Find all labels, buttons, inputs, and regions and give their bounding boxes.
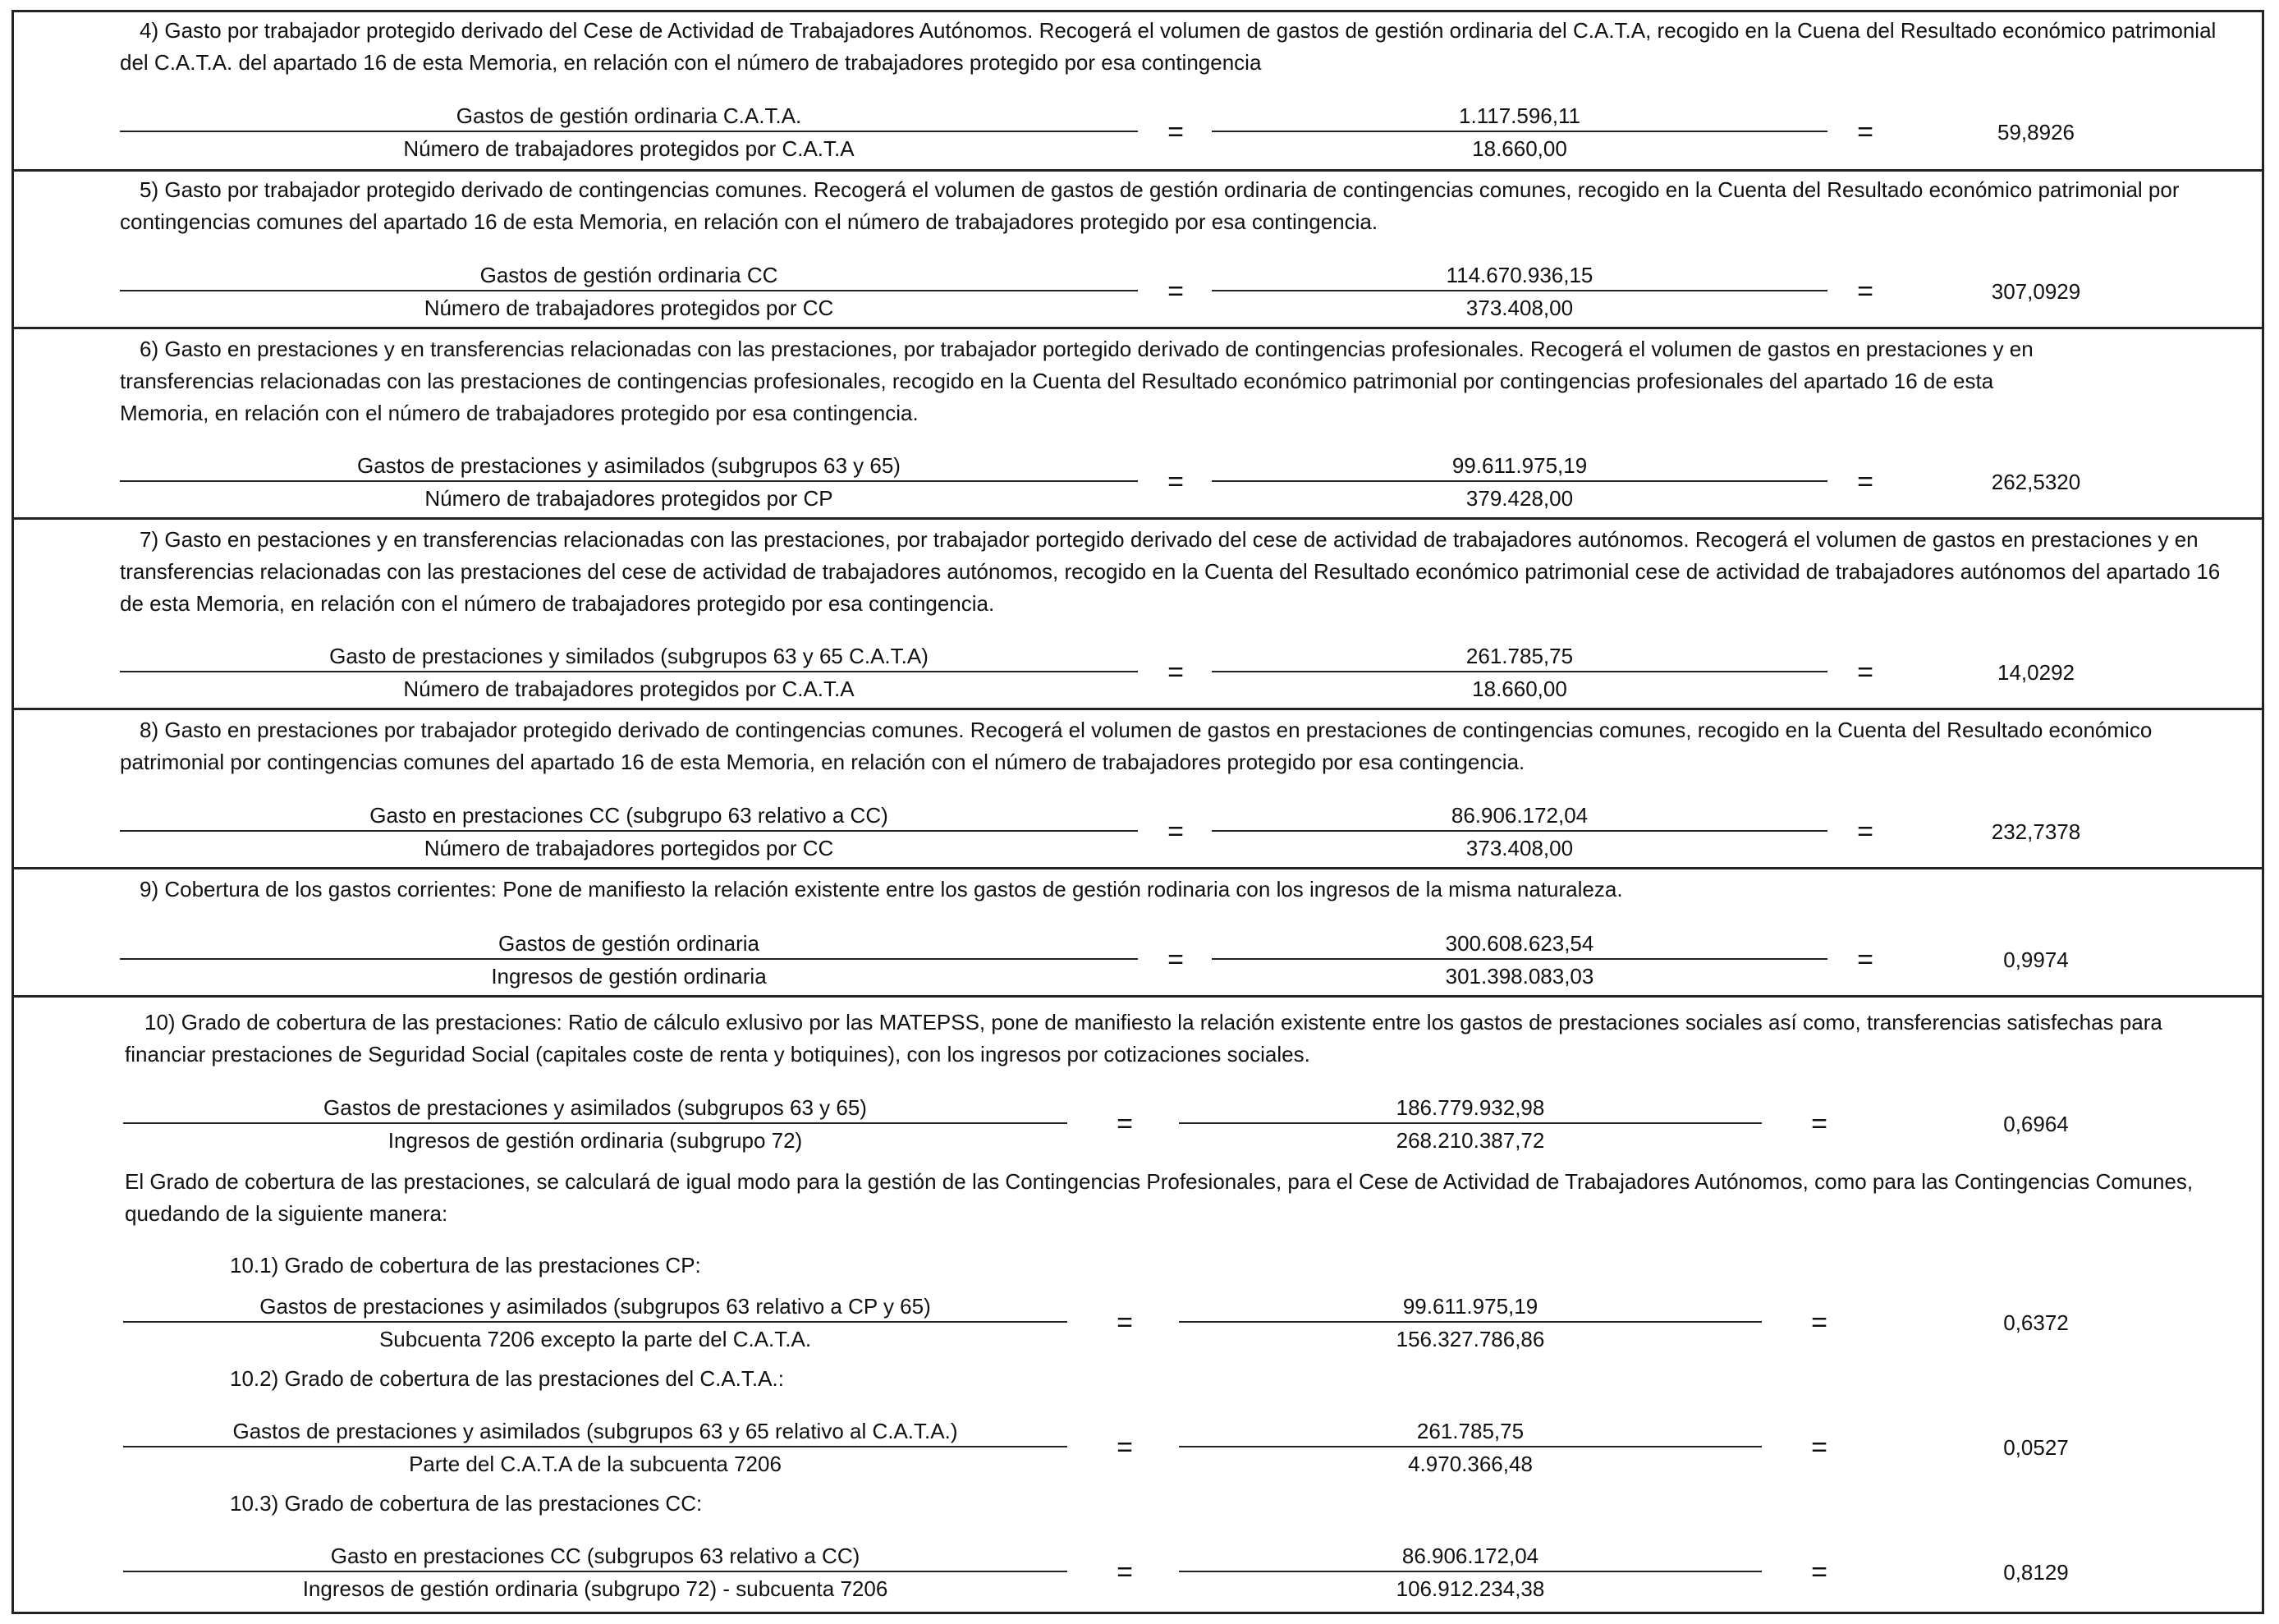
- section-divider: [11, 708, 2264, 710]
- fraction-bar: [123, 1321, 1067, 1323]
- fraction-bar: [123, 1122, 1067, 1124]
- fraction-bar: [123, 1446, 1067, 1447]
- result-value: 14,0292: [1997, 660, 2075, 685]
- denominator-value: 268.210.387,72: [1396, 1128, 1545, 1153]
- fraction-bar: [120, 480, 1138, 482]
- equals-sign: =: [1857, 944, 1873, 975]
- section-intro-text: 10) Grado de cobertura de las prestaciones: Ratio de cálculo exlusivo por las MATEPSS, pone de manifiesto la relación existente entre los gastos de prestaciones sociales así como, transferencias satisfechas para financiar prestaciones de Seguridad Social (capitales coste de renta y botiquines), con los ingresos por cotizaciones sociales.: [125, 1010, 2162, 1067]
- fraction-bar: [1212, 290, 1827, 291]
- section-divider: [11, 867, 2264, 869]
- section-intro: [120, 524, 2238, 620]
- fraction-bar: [1212, 671, 1827, 672]
- equals-sign: =: [1857, 276, 1873, 307]
- denominator-label: Número de trabajadores portegidos por CC: [424, 836, 834, 860]
- denominator-value: 106.912.234,38: [1396, 1576, 1545, 1601]
- result-value: 59,8926: [1997, 120, 2075, 145]
- fraction-bar: [123, 1571, 1067, 1572]
- section-intro-text: 4) Gasto por trabajador protegido derivado del Cese de Actividad de Trabajadores Autónomos. Recogerá el volumen de gastos de gestión ordinaria del C.A.T.A, recogido en la Cuena del Resultado económico patrimonial del C.A.T.A. del apartado 16 de esta Memoria, en relación con el número de trabajadores protegido por esa contingencia: [120, 18, 2217, 75]
- section-divider: [11, 327, 2264, 329]
- fraction-bar: [1179, 1571, 1762, 1572]
- section-intro-text: 5) Gasto por trabajador protegido derivado de contingencias comunes. Recogerá el volumen de gastos de gestión ordinaria de contingencias comunes, recogido en la Cuenta del Resultado económico patrimonial por contingencias comunes del apartado 16 de esta Memoria, en relación con el número de trabajadores protegido por esa contingencia.: [120, 177, 2180, 234]
- equals-sign: =: [1117, 1108, 1133, 1140]
- denominator-label: Número de trabajadores protegidos por C.A.T.A: [403, 677, 855, 701]
- equals-sign: =: [1811, 1108, 1827, 1140]
- denominator-label: Parte del C.A.T.A de la subcuenta 7206: [409, 1452, 782, 1476]
- denominator-value: 301.398.083,03: [1445, 964, 1594, 989]
- denominator-label: Número de trabajadores protegidos por C.A.T.A: [403, 136, 855, 161]
- numerator-value: 99.611.975,19: [1402, 1294, 1538, 1319]
- numerator-label: Gasto en prestaciones CC (subgrupos 63 relativo a CC): [330, 1544, 860, 1568]
- denominator-value: 373.408,00: [1465, 296, 1574, 320]
- fraction-bar: [1212, 131, 1827, 132]
- equals-sign: =: [1167, 117, 1184, 148]
- fraction-bar: [120, 830, 1138, 832]
- numerator-value: 1.117.596,11: [1459, 103, 1580, 128]
- numerator-value: 86.906.172,04: [1451, 803, 1589, 828]
- denominator-value: 156.327.786,86: [1396, 1327, 1545, 1351]
- numerator-value: 99.611.975,19: [1451, 453, 1588, 478]
- equals-sign: =: [1857, 816, 1873, 847]
- numerator-value: 186.779.932,98: [1396, 1095, 1545, 1120]
- equals-sign: =: [1857, 466, 1873, 498]
- fraction-bar: [120, 290, 1138, 291]
- section-divider: [11, 517, 2264, 520]
- numerator-value: 114.670.936,15: [1446, 263, 1593, 287]
- fraction-bar: [120, 131, 1138, 132]
- numerator-label: Gasto de prestaciones y similados (subgrupos 63 y 65 C.A.T.A): [329, 644, 929, 668]
- equals-sign: =: [1811, 1432, 1827, 1463]
- equals-sign: =: [1117, 1557, 1133, 1588]
- result-value: 307,0929: [1991, 279, 2081, 304]
- equals-sign: =: [1811, 1557, 1827, 1588]
- numerator-label: Gastos de prestaciones y asimilados (subgrupos 63 y 65): [323, 1095, 867, 1120]
- equals-sign: =: [1167, 816, 1184, 847]
- denominator-value: 373.408,00: [1465, 836, 1574, 860]
- equals-sign: =: [1811, 1307, 1827, 1338]
- numerator-value: 300.608.623,54: [1445, 931, 1594, 956]
- equals-sign: =: [1167, 466, 1184, 498]
- numerator-label: Gastos de prestaciones y asimilados (subgrupos 63 y 65): [357, 453, 901, 478]
- result-value: 0,6964: [2003, 1112, 2069, 1136]
- fraction-bar: [120, 671, 1138, 672]
- numerator-label: Gastos de gestión ordinaria: [498, 931, 759, 956]
- result-value: 0,8129: [2003, 1560, 2069, 1585]
- section-intro: [120, 174, 2238, 238]
- equals-sign: =: [1857, 657, 1873, 688]
- numerator-label: Gastos de gestión ordinaria CC: [479, 263, 778, 287]
- numerator-label: Gastos de prestaciones y asimilados (subgrupos 63 relativo a CP y 65): [259, 1294, 931, 1319]
- denominator-label: Número de trabajadores protegidos por CC: [424, 296, 834, 320]
- section-intro: [120, 15, 2238, 79]
- numerator-value: 261.785,75: [1465, 644, 1574, 668]
- result-value: 232,7378: [1991, 819, 2081, 844]
- section-note: El Grado de cobertura de las prestaciones, se calculará de igual modo para la gestión de las Contingencias Profesionales, para el Cese de Actividad de Trabajadores Autónomos, como para las Contingencias Comunes, quedando de la siguiente manera:: [125, 1169, 2194, 1226]
- denominator-label: Ingresos de gestión ordinaria: [491, 964, 767, 989]
- denominator-label: Ingresos de gestión ordinaria (subgrupo 72) - subcuenta 7206: [302, 1576, 888, 1601]
- section-intro-text: 7) Gasto en pestaciones y en transferencias relacionadas con las prestaciones, por trabajador portegido derivado del cese de actividad de trabajadores autónomos. Recogerá el volumen de gastos en prestaciones y en transferencias relacionadas con las prestaciones del cese de actividad de trabajadores autónomos, recogido en la Cuenta del Resultado económico patrimonial cese de actividad de trabajadores autónomos del apartado 16 de esta Memoria, en relación con el número de trabajadores protegido por esa contingencia.: [120, 527, 2221, 616]
- numerator-value: 86.906.172,04: [1401, 1544, 1539, 1568]
- fraction-bar: [1179, 1446, 1762, 1447]
- denominator-label: Ingresos de gestión ordinaria (subgrupo 72): [387, 1128, 803, 1153]
- subsection-title: 10.2) Grado de cobertura de las prestaciones del C.A.T.A.:: [230, 1366, 784, 1391]
- fraction-bar: [1179, 1321, 1762, 1323]
- section-intro: [125, 1007, 2243, 1071]
- fraction-bar: [1179, 1122, 1762, 1124]
- section-divider: [11, 995, 2264, 998]
- equals-sign: =: [1167, 944, 1184, 975]
- fraction-bar: [1212, 958, 1827, 960]
- numerator-label: Gasto en prestaciones CC (subgrupo 63 relativo a CC): [369, 803, 888, 828]
- numerator-label: Gastos de gestión ordinaria C.A.T.A.: [456, 103, 802, 128]
- section-intro-text: 6) Gasto en prestaciones y en transferencias relacionadas con las prestaciones, por trabajador portegido derivado de contingencias profesionales. Recogerá el volumen de gastos en prestaciones y en transferencias relacionadas con las prestaciones de contingencias profesionales, recogido en la Cuenta del Resultado económico patrimonial por contingencias profesionales del apartado 16 de esta Memoria, en relación con el número de trabajadores protegido por esa contingencia.: [120, 337, 2034, 425]
- section-divider: [11, 169, 2264, 172]
- equals-sign: =: [1857, 117, 1873, 148]
- equals-sign: =: [1117, 1307, 1133, 1338]
- fraction-bar: [1212, 830, 1827, 832]
- equals-sign: =: [1167, 276, 1184, 307]
- section-intro: [120, 714, 2238, 778]
- section-intro-text: 8) Gasto en prestaciones por trabajador protegido derivado de contingencias comunes. Recogerá el volumen de gastos en prestaciones de contingencias comunes, recogido en la Cuenta del Resultado económico patrimonial por contingencias comunes del apartado 16 de esta Memoria, en relación con el número de trabajadores protegido por esa contingencia.: [120, 718, 2153, 774]
- fraction-bar: [120, 958, 1138, 960]
- numerator-value: 261.785,75: [1416, 1419, 1525, 1443]
- equals-sign: =: [1117, 1432, 1133, 1463]
- subsection-title: 10.1) Grado de cobertura de las prestaciones CP:: [230, 1253, 701, 1278]
- denominator-value: 18.660,00: [1472, 677, 1567, 701]
- denominator-label: Número de trabajadores protegidos por CP: [424, 486, 833, 511]
- section-intro-text: 9) Cobertura de los gastos corrientes: Pone de manifiesto la relación existente entre los gastos de gestión rodinaria con los ingresos de la misma naturaleza.: [140, 877, 1623, 901]
- result-value: 0,9974: [2003, 947, 2069, 972]
- denominator-label: Subcuenta 7206 excepto la parte del C.A.T.A.: [378, 1327, 812, 1351]
- section-intro: [120, 333, 2074, 429]
- section-intro: [120, 874, 2238, 906]
- subsection-title: 10.3) Grado de cobertura de las prestaciones CC:: [230, 1491, 703, 1516]
- denominator-value: 379.428,00: [1465, 486, 1574, 511]
- equals-sign: =: [1167, 657, 1184, 688]
- result-value: 0,6372: [2003, 1310, 2069, 1335]
- result-value: 262,5320: [1991, 470, 2081, 494]
- numerator-label: Gastos de prestaciones y asimilados (subgrupos 63 y 65 relativo al C.A.T.A.): [232, 1419, 958, 1443]
- result-value: 0,0527: [2003, 1435, 2069, 1460]
- fraction-bar: [1212, 480, 1827, 482]
- denominator-value: 4.970.366,48: [1408, 1452, 1533, 1476]
- denominator-value: 18.660,00: [1472, 136, 1567, 161]
